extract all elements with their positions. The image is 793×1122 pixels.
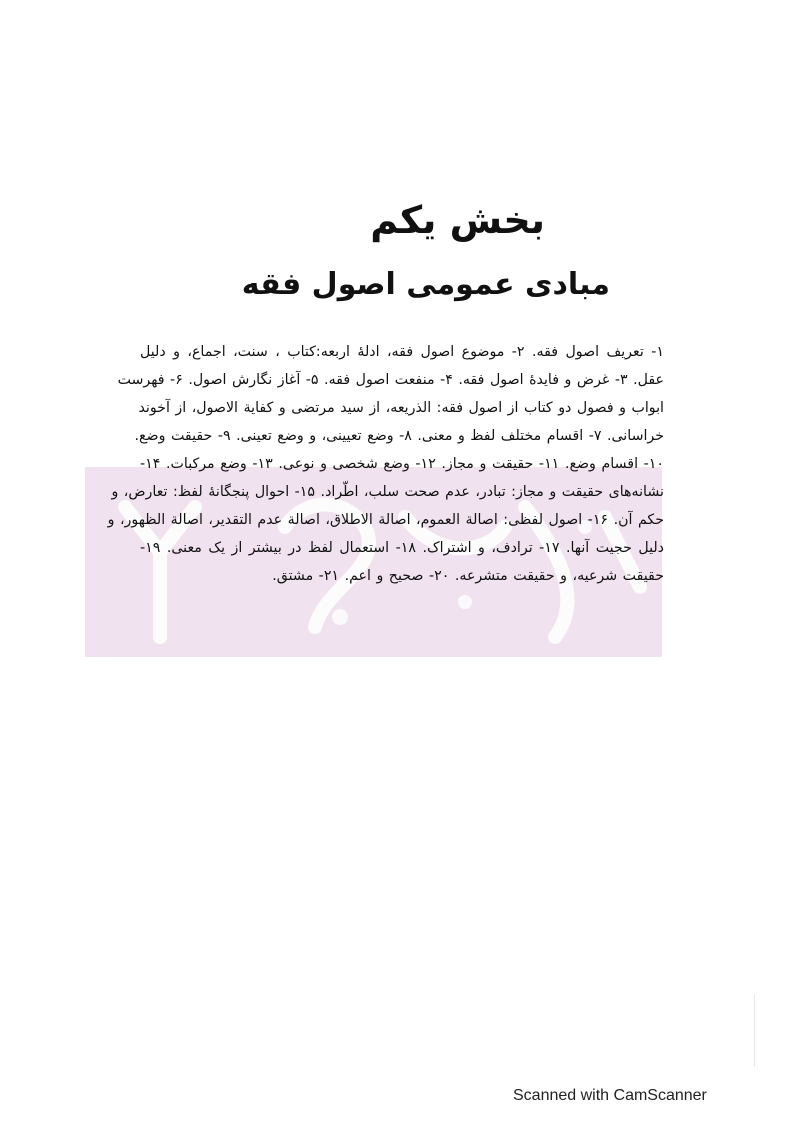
- contents-line: عقل. ۳- غرض و فایدهٔ اصول فقه. ۴- منفعت اصول فقه. ۵- آغاز نگارش اصول. ۶- فهرست: [117, 372, 664, 388]
- contents-line: ۱- تعریف اصول فقه. ۲- موضوع اصول فقه، ادلهٔ اربعه:کتاب ، سنت، اجماع، و دلیل: [140, 344, 664, 360]
- section-heading: بخش یکم: [370, 198, 545, 242]
- contents-line: ۱۰- اقسام وضع. ۱۱- حقیقت و مجاز. ۱۲- وضع شخصی و نوعی. ۱۳- وضع مرکبات. ۱۴-: [140, 456, 665, 472]
- contents-line: نشانه‌های حقیقت و مجاز: تبادر، عدم صحت سلب، اطّراد. ۱۵- احوال پنجگانهٔ لفظ: تعارض، و: [111, 484, 664, 500]
- page-edge-divider: [754, 995, 755, 1067]
- contents-line: خراسانی. ۷- اقسام مختلف لفظ و معنی. ۸- وضع تعیینی، و وضع تعینی. ۹- حقیقت وضع.: [134, 428, 664, 444]
- contents-paragraph: [107, 338, 665, 590]
- contents-line: ابواب و فصول دو کتاب از اصول فقه: الذریعه، از سید مرتضی و کفایة الاصول، از آخوند: [138, 400, 664, 416]
- contents-line: حکم آن. ۱۶- اصول لفظی: اصالة العموم، اصالة الاطلاق، اصالة عدم التقدیر، اصالة الظهور، و: [107, 512, 664, 528]
- section-title: مبادی عمومی اصول فقه: [241, 267, 610, 302]
- scanner-footer: Scanned with CamScanner: [513, 1087, 707, 1104]
- contents-line: حقیقت شرعیه، و حقیقت متشرعه. ۲۰- صحیح و اعم. ۲۱- مشتق.: [272, 568, 664, 584]
- contents-line: دلیل حجیت آنها. ۱۷- ترادف، و اشتراک. ۱۸- استعمال لفظ در بیشتر از یک معنی. ۱۹-: [140, 540, 664, 556]
